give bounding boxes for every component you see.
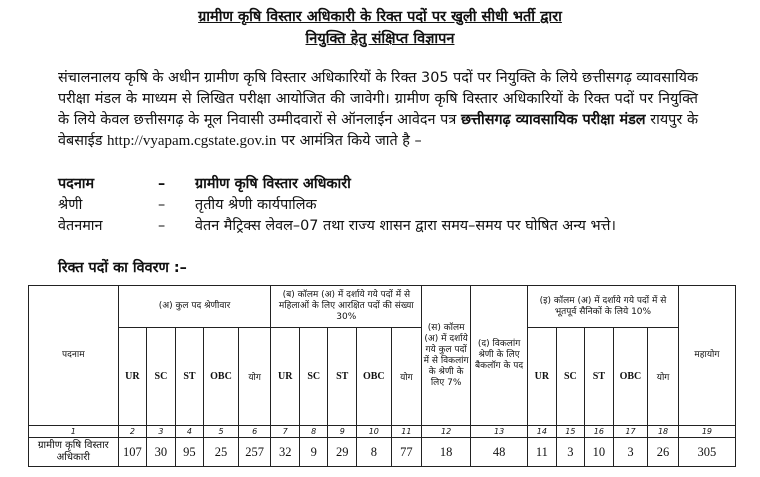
- table-cell: 48: [471, 438, 528, 467]
- table-cell: 3: [556, 438, 585, 467]
- table-cell: 107: [118, 438, 147, 467]
- intro-text-2: रायपुर के वेबसाईड: [58, 112, 698, 149]
- sub-header: योग: [648, 328, 679, 426]
- table-cell: 95: [175, 438, 204, 467]
- sub-header: योग: [391, 328, 422, 426]
- table-cell: 11: [528, 438, 557, 467]
- column-number: 17: [613, 426, 648, 438]
- header-group-a: (अ) कुल पद श्रेणीवार: [118, 286, 271, 328]
- column-number: 5: [204, 426, 239, 438]
- sub-header: ST: [328, 328, 357, 426]
- pay-value: वेतन मैट्रिक्स लेवल–07 तथा राज्य शासन द्वारा समय–समय पर घोषित अन्य भत्ते।: [195, 218, 616, 234]
- title-line-1: ग्रामीण कृषि विस्तार अधिकारी के रिक्त पदों पर खुली सीधी भर्ती द्वारा: [198, 9, 562, 25]
- table-cell: 32: [271, 438, 300, 467]
- post-dash: –: [158, 176, 166, 192]
- column-number: 6: [238, 426, 271, 438]
- header-post: पदनाम: [29, 286, 119, 426]
- sub-header: ST: [175, 328, 204, 426]
- header-group-s: (स) कॉलम (अ) में दर्शाये गये कुल पदों में से विकलांग के श्रेणी के लिए 7%: [422, 286, 471, 426]
- category-label: श्रेणी: [58, 197, 83, 213]
- intro-text-3: पर आमंत्रित किये जाते है –: [276, 133, 422, 149]
- sub-header: UR: [271, 328, 300, 426]
- column-number: 13: [471, 426, 528, 438]
- table-cell: 3: [613, 438, 648, 467]
- column-number: 7: [271, 426, 300, 438]
- header-group-d: (द) विकलांग श्रेणी के लिए बैकलॉग के पद: [471, 286, 528, 426]
- column-number: 12: [422, 426, 471, 438]
- column-number: 18: [648, 426, 679, 438]
- table-cell: 10: [585, 438, 614, 467]
- pay-label: वेतनमान: [58, 218, 103, 234]
- column-number: 10: [357, 426, 392, 438]
- column-number: 1: [29, 426, 119, 438]
- column-number: 4: [175, 426, 204, 438]
- pay-dash: –: [158, 218, 166, 234]
- title-line-2: नियुक्ति हेतु संक्षिप्त विज्ञापन: [305, 31, 455, 47]
- sub-header: SC: [147, 328, 176, 426]
- header-group-b: (ब) कॉलम (अ) में दर्शाये गये पदों में से महिलाओं के लिए आरक्षित पदों की संख्या 30%: [271, 286, 422, 328]
- board-name: छत्तीसगढ़ व्यावसायिक परीक्षा मंडल: [460, 112, 646, 128]
- table-cell: 305: [678, 438, 735, 467]
- intro-text-1: संचालनालय कृषि के अधीन ग्रामीण कृषि विस्तार अधिकारियों के रिक्त 305 पदों पर नियुक्ति के लिये छत्तीसगढ़ व्यावसायिक परीक्षा मंडल के माध्यम से लिखित परीक्षा आयोजित की जावेगी। ग्रामीण कृषि विस्तार अधिकारियों के रिक्त पदों पर नियुक्ति के लिये केवल छत्तीसगढ़ के मूल निवासी उम्मीदवारों से ऑनलाईन आवेदन पत्र: [58, 70, 699, 128]
- column-number: 15: [556, 426, 585, 438]
- sub-header: OBC: [613, 328, 648, 426]
- table-cell: 257: [238, 438, 271, 467]
- column-number: 19: [678, 426, 735, 438]
- sub-header: OBC: [357, 328, 392, 426]
- sub-header: OBC: [204, 328, 239, 426]
- table-cell: 25: [204, 438, 239, 467]
- column-number: 11: [391, 426, 422, 438]
- header-total: महायोग: [678, 286, 735, 426]
- table-cell: 29: [328, 438, 357, 467]
- category-value: तृतीय श्रेणी कार्यपालिक: [195, 197, 317, 213]
- column-number-row: [29, 426, 736, 438]
- table-cell: 18: [422, 438, 471, 467]
- sub-header: SC: [299, 328, 328, 426]
- category-dash: –: [158, 197, 166, 213]
- table-cell: 77: [391, 438, 422, 467]
- table-cell: 30: [147, 438, 176, 467]
- post-value: ग्रामीण कृषि विस्तार अधिकारी: [195, 176, 351, 192]
- vacancy-table: [28, 285, 736, 467]
- column-number: 16: [585, 426, 614, 438]
- sub-header: योग: [238, 328, 271, 426]
- table-cell: 8: [357, 438, 392, 467]
- column-number: 2: [118, 426, 147, 438]
- column-number: 8: [299, 426, 328, 438]
- column-number: 9: [328, 426, 357, 438]
- sub-header: SC: [556, 328, 585, 426]
- table-cell: 26: [648, 438, 679, 467]
- sub-header: UR: [528, 328, 557, 426]
- post-label: पदनाम: [58, 176, 95, 192]
- intro-paragraph: [58, 68, 698, 152]
- table-cell: 9: [299, 438, 328, 467]
- sub-header: UR: [118, 328, 147, 426]
- column-number: 14: [528, 426, 557, 438]
- sub-header: ST: [585, 328, 614, 426]
- row-post-name: ग्रामीण कृषि विस्तार अधिकारी: [29, 438, 119, 467]
- header-group-e: (इ) कॉलम (अ) में दर्शाये गये पदों में से भूतपूर्व सैनिकों के लिये 10%: [528, 286, 679, 328]
- website-link[interactable]: http://vyapam.cgstate.gov.in: [107, 133, 277, 149]
- vacancy-subheading: रिक्त पदों का विवरण :–: [58, 260, 187, 276]
- table-row: [29, 438, 736, 467]
- column-number: 3: [147, 426, 176, 438]
